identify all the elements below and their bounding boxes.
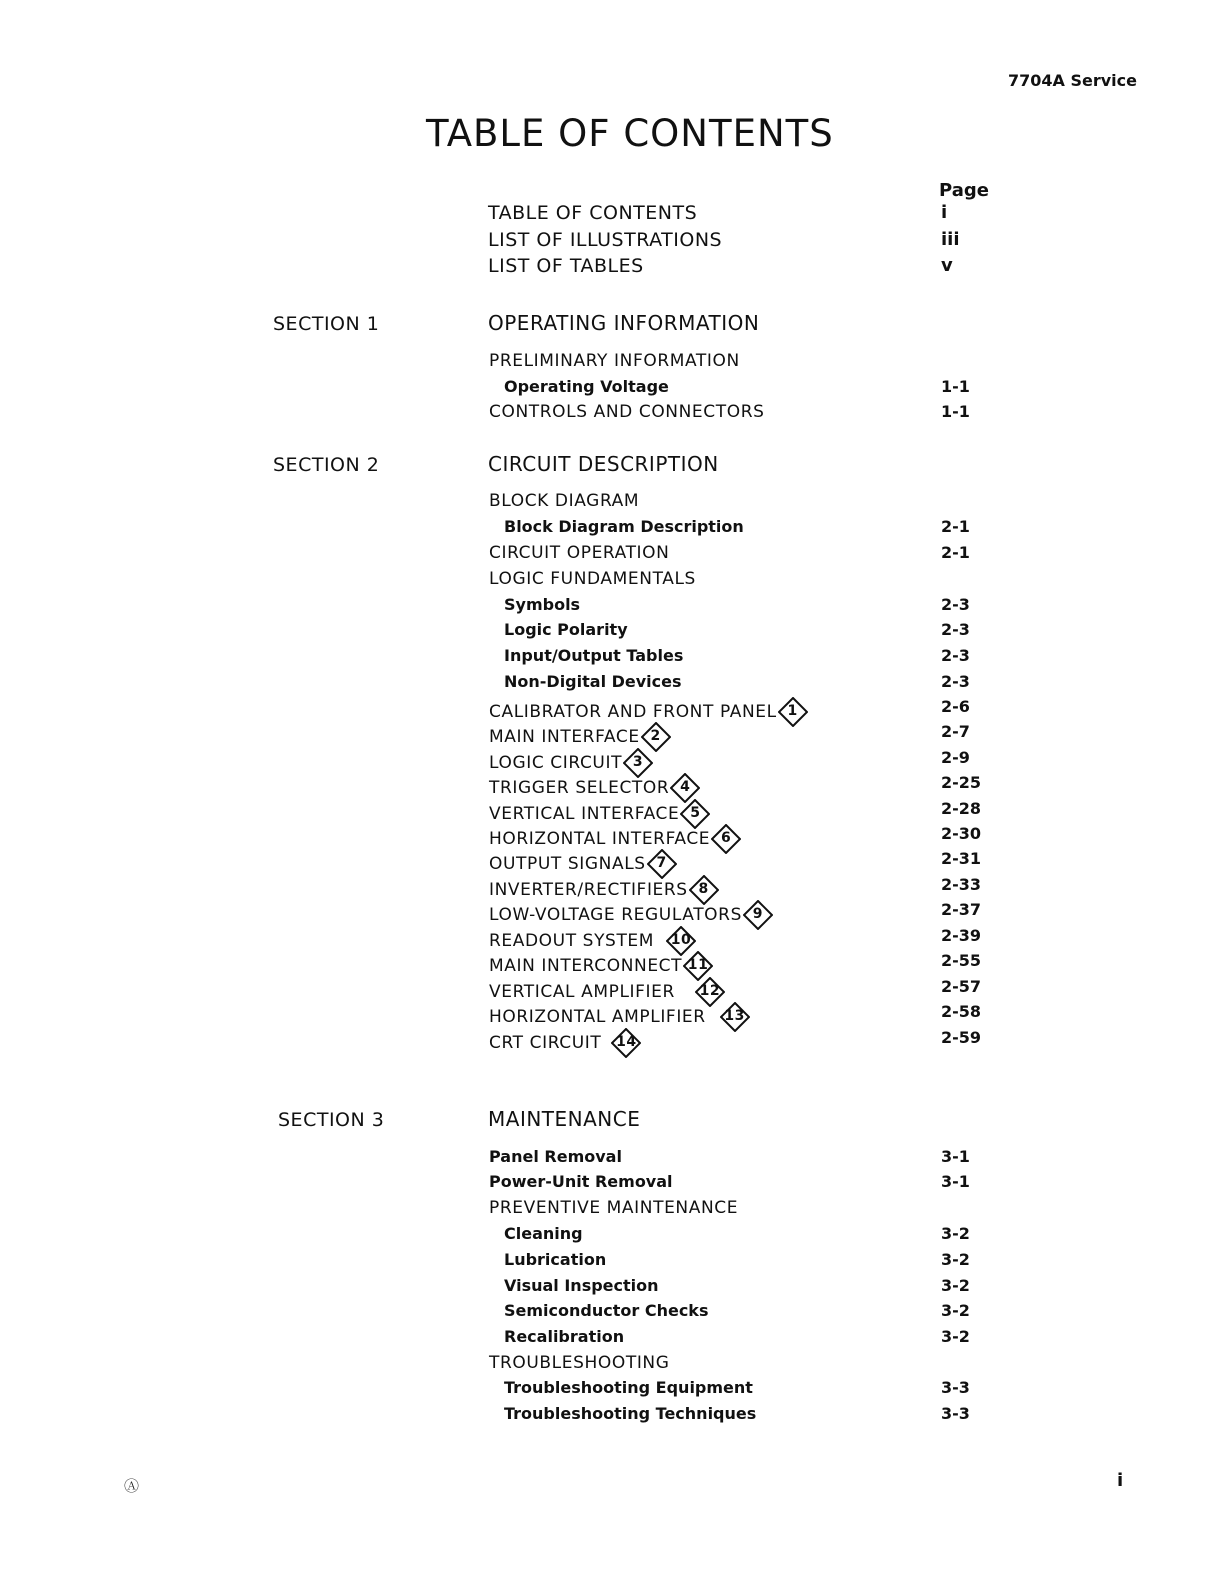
toc-entry[interactable] (0, 229, 1220, 253)
toc-entry-label: TABLE OF CONTENTS (488, 202, 698, 224)
page-column-heading: Page (939, 180, 989, 201)
toc-entry[interactable] (0, 402, 1220, 426)
toc-entry-page: 2-31 (941, 849, 982, 868)
toc-entry-page: 3-2 (941, 1250, 970, 1269)
toc-entry-page: 2-3 (941, 595, 970, 614)
toc-entry[interactable] (0, 849, 1220, 873)
toc-entry[interactable] (0, 255, 1220, 279)
toc-entry-label: BLOCK DIAGRAM (489, 491, 640, 511)
toc-entry[interactable] (0, 824, 1220, 848)
toc-entry-label: Recalibration (504, 1327, 625, 1346)
toc-entry-page: 3-3 (941, 1378, 970, 1397)
toc-entry[interactable] (0, 900, 1220, 924)
toc-entry-label: Input/Output Tables (504, 646, 684, 665)
toc-entry-label: HORIZONTAL AMPLIFIER 13 (489, 1002, 750, 1032)
toc-entry-page: 2-30 (941, 824, 982, 843)
toc-entry-label: Troubleshooting Techniques (504, 1404, 757, 1423)
toc-entry-label: LIST OF TABLES (488, 255, 644, 277)
toc-entry-page: 2-7 (941, 722, 970, 741)
toc-entry-label: HORIZONTAL INTERFACE 6 (489, 824, 741, 854)
toc-entry[interactable] (0, 569, 1220, 593)
toc-entry[interactable] (0, 595, 1220, 619)
toc-entry[interactable] (0, 1172, 1220, 1196)
toc-entry-page: 2-3 (941, 646, 970, 665)
toc-entry-label: CALIBRATOR AND FRONT PANEL 1 (489, 697, 808, 727)
toc-entry-label: LOGIC CIRCUIT 3 (489, 748, 653, 778)
toc-entry[interactable] (0, 1198, 1220, 1222)
toc-entry-page: 2-39 (941, 926, 982, 945)
toc-entry-label: Symbols (504, 595, 581, 614)
toc-entry-label: Non-Digital Devices (504, 672, 682, 691)
toc-entry[interactable] (0, 951, 1220, 975)
toc-entry-page: 2-3 (941, 620, 970, 639)
toc-entry[interactable] (0, 543, 1220, 567)
section-title[interactable]: CIRCUIT DESCRIPTION (488, 452, 719, 476)
diagram-number-badge: 4 (670, 773, 700, 803)
toc-entry-label: LIST OF ILLUSTRATIONS (488, 229, 723, 251)
diagram-number-badge: 13 (720, 1002, 750, 1032)
page-number: i (1117, 1470, 1124, 1491)
toc-entry-page: 3-3 (941, 1404, 970, 1423)
section-title[interactable]: MAINTENANCE (488, 1107, 641, 1131)
toc-entry-page: 2-59 (941, 1028, 982, 1047)
toc-entry[interactable] (0, 977, 1220, 1001)
diagram-number-badge: 7 (647, 849, 677, 879)
toc-entry[interactable] (0, 1378, 1220, 1402)
toc-entry-label: LOW-VOLTAGE REGULATORS 9 (489, 900, 773, 930)
toc-entry-page: 3-2 (941, 1301, 970, 1320)
diagram-number-badge: 5 (680, 799, 710, 829)
toc-entry-label: OUTPUT SIGNALS 7 (489, 849, 677, 879)
section-title[interactable]: OPERATING INFORMATION (488, 311, 760, 335)
diagram-number-badge: 11 (683, 951, 713, 981)
toc-entry[interactable] (0, 672, 1220, 696)
toc-entry-label: Power-Unit Removal (489, 1172, 673, 1191)
toc-entry-label: PREVENTIVE MAINTENANCE (489, 1198, 739, 1218)
toc-entry-label: Cleaning (504, 1224, 583, 1243)
toc-entry-page: 2-28 (941, 799, 982, 818)
toc-entry[interactable] (0, 722, 1220, 746)
document-title: 7704A Service (1008, 71, 1137, 90)
toc-entry-page: 1-1 (941, 402, 970, 421)
toc-entry-page: 2-58 (941, 1002, 982, 1021)
diagram-number-badge: 14 (611, 1028, 641, 1058)
toc-entry-label: TRIGGER SELECTOR 4 (489, 773, 700, 803)
toc-entry-page: 3-1 (941, 1147, 970, 1166)
diagram-number-badge: 2 (641, 722, 671, 752)
toc-entry-label: VERTICAL INTERFACE 5 (489, 799, 710, 829)
toc-entry[interactable] (0, 875, 1220, 899)
toc-entry[interactable] (0, 646, 1220, 670)
toc-entry-label: MAIN INTERCONNECT 11 (489, 951, 713, 981)
section-label: SECTION 3 (278, 1109, 385, 1131)
toc-entry[interactable] (0, 697, 1220, 721)
toc-entry-page: 2-1 (941, 517, 970, 536)
toc-entry[interactable] (0, 1327, 1220, 1351)
toc-entry-page: 2-37 (941, 900, 982, 919)
diagram-number-badge: 6 (711, 824, 741, 854)
page-title: TABLE OF CONTENTS (426, 112, 834, 155)
toc-entry[interactable] (0, 1147, 1220, 1171)
diagram-number-badge: 3 (623, 748, 653, 778)
toc-entry-page: 2-9 (941, 748, 970, 767)
toc-entry-label: Troubleshooting Equipment (504, 1378, 753, 1397)
toc-entry-page: i (941, 202, 948, 223)
toc-entry-label: LOGIC FUNDAMENTALS (489, 569, 696, 589)
toc-entry-page: 2-55 (941, 951, 982, 970)
toc-entry-label: Visual Inspection (504, 1276, 659, 1295)
toc-entry[interactable] (0, 748, 1220, 772)
toc-entry[interactable] (0, 1353, 1220, 1377)
toc-entry-page: 2-6 (941, 697, 970, 716)
toc-entry-label: TROUBLESHOOTING (489, 1353, 670, 1373)
toc-entry-label: PRELIMINARY INFORMATION (489, 351, 740, 371)
toc-entry-label: CONTROLS AND CONNECTORS (489, 402, 765, 422)
toc-entry[interactable] (0, 1250, 1220, 1274)
section-label: SECTION 1 (273, 313, 380, 335)
toc-entry-page: 2-57 (941, 977, 982, 996)
toc-entry[interactable] (0, 351, 1220, 375)
revision-mark: Ⓐ (124, 1477, 140, 1495)
toc-entry[interactable] (0, 491, 1220, 515)
toc-entry-label: INVERTER/RECTIFIERS 8 (489, 875, 719, 905)
toc-entry-page: 2-25 (941, 773, 982, 792)
toc-entry[interactable] (0, 799, 1220, 823)
toc-entry-page: iii (941, 229, 960, 250)
toc-entry[interactable] (0, 377, 1220, 401)
diagram-number-badge: 10 (666, 926, 696, 956)
toc-entry[interactable] (0, 1224, 1220, 1248)
toc-entry-label: MAIN INTERFACE 2 (489, 722, 671, 752)
toc-entry-label: Semiconductor Checks (504, 1301, 709, 1320)
toc-entry[interactable] (0, 202, 1220, 226)
diagram-number-badge: 8 (689, 875, 719, 905)
toc-entry-page: v (941, 255, 953, 276)
toc-entry-label: Lubrication (504, 1250, 607, 1269)
toc-entry-page: 3-1 (941, 1172, 970, 1191)
section-label: SECTION 2 (273, 454, 380, 476)
toc-entry[interactable] (0, 517, 1220, 541)
toc-entry[interactable] (0, 1276, 1220, 1300)
toc-entry-page: 3-2 (941, 1327, 970, 1346)
toc-entry[interactable] (0, 1301, 1220, 1325)
toc-entry-page: 3-2 (941, 1276, 970, 1295)
toc-entry-label: Block Diagram Description (504, 517, 744, 536)
toc-entry-page: 3-2 (941, 1224, 970, 1243)
toc-entry-label: CIRCUIT OPERATION (489, 543, 670, 563)
toc-entry-label: Panel Removal (489, 1147, 622, 1166)
diagram-number-badge: 1 (778, 697, 808, 727)
toc-entry-label: Operating Voltage (504, 377, 669, 396)
toc-entry[interactable] (0, 926, 1220, 950)
diagram-number-badge: 9 (743, 900, 773, 930)
toc-entry-page: 2-3 (941, 672, 970, 691)
toc-entry-label: VERTICAL AMPLIFIER 12 (489, 977, 725, 1007)
toc-entry[interactable] (0, 773, 1220, 797)
toc-entry-page: 2-1 (941, 543, 970, 562)
toc-entry-label: READOUT SYSTEM 10 (489, 926, 696, 956)
toc-entry-label: Logic Polarity (504, 620, 628, 639)
toc-entry[interactable] (0, 1028, 1220, 1052)
toc-entry[interactable] (0, 620, 1220, 644)
diagram-number-badge: 12 (695, 977, 725, 1007)
toc-entry[interactable] (0, 1404, 1220, 1428)
toc-entry[interactable] (0, 1002, 1220, 1026)
toc-entry-page: 2-33 (941, 875, 982, 894)
toc-entry-page: 1-1 (941, 377, 970, 396)
toc-entry-label: CRT CIRCUIT 14 (489, 1028, 641, 1058)
